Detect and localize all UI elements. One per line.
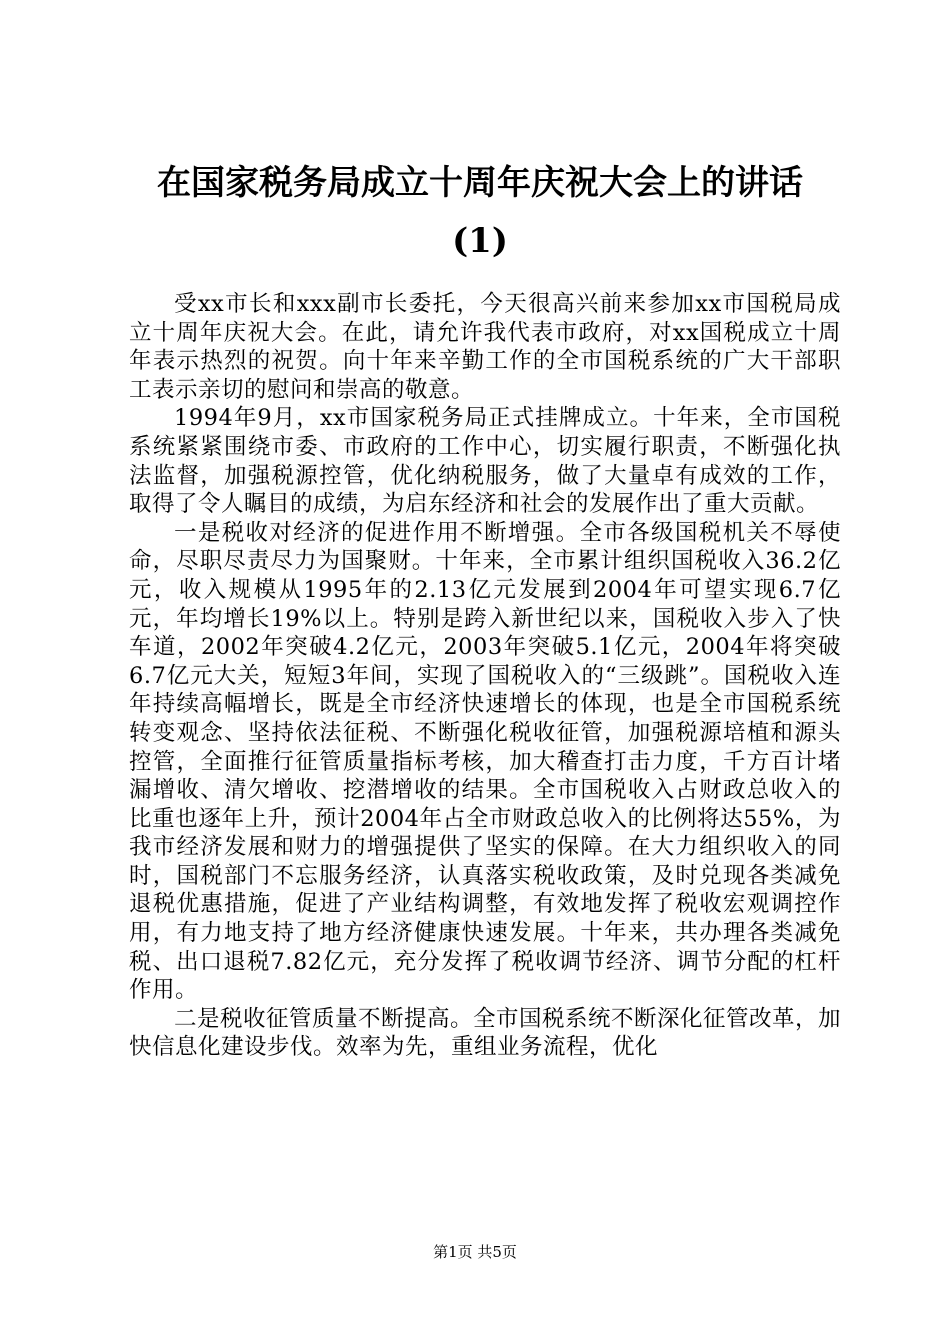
paragraph: 受xx市长和xxx副市长委托，今天很高兴前来参加xx市国税局成立十周年庆祝大会。在此，请允许我代表市政府，对xx国税成立十周年表示热烈的祝贺。向十年来辛勤工作的全市国税系统的广大干部职工表示亲切的慰问和崇高的敬意。 — [129, 291, 841, 403]
paragraph: 二是税收征管质量不断提高。全市国税系统不断深化征管改革，加快信息化建设步伐。效率为先，重组业务流程，优化 — [129, 1005, 842, 1061]
page-footer: 第1页 共5页 — [433, 1243, 517, 1261]
document-body — [129, 290, 841, 1062]
document-title-number: (1) — [452, 221, 508, 261]
paragraph: 1994年9月，xx市国家税务局正式挂牌成立。十年来，全市国税系统紧紧围绕市委、市政府的工作中心，切实履行职责，不断强化执法监督，加强税源控管，优化纳税服务，做了大量卓有成效的工作，取得了令人瞩目的成绩，为启东经济和社会的发展作出了重大贡献。 — [129, 405, 841, 518]
paragraph: 一是税收对经济的促进作用不断增强。全市各级国税机关不辱使命，尽职尽责尽力为国聚财。十年来，全市累计组织国税收入36.2亿元，收入规模从1995年的2.13亿元发展到2004年可望实现6.7亿元，年均增长19%以上。特别是跨入新世纪以来，国税收入步入了快车道，2002年突破4.2亿元，2003年突破5.1亿元，2004年将突破6.7亿元大关，短短3年间，实现了国税收入的“三级跳”。国税收入连年持续高幅增长，既是全市经济快速增长的体现，也是全市国税系统转变观念、坚持依法征税、不断强化税收征管，加强税源培植和源头控管，全面推行征管质量指标考核，加大稽查打击力度，千方百计堵漏增收、清欠增收、挖潜增收的结果。全市国税收入占财政总收入的比重也逐年上升，预计2004年占全市财政总收入的比例将达55%，为我市经济发展和财力的增强提供了坚实的保障。在大力组织收入的同时，国税部门不忘服务经济，认真落实税收政策，及时兑现各类减免退税优惠措施，促进了产业结构调整，有效地发挥了税收宏观调控作用，有力地支持了地方经济健康快速发展。十年来，共办理各类减免税、出口退税7.82亿元，充分发挥了税收调节经济、调节分配的杠杆作用。 — [129, 519, 841, 1004]
document-title: 在国家税务局成立十周年庆祝大会上的讲话 — [157, 163, 803, 203]
